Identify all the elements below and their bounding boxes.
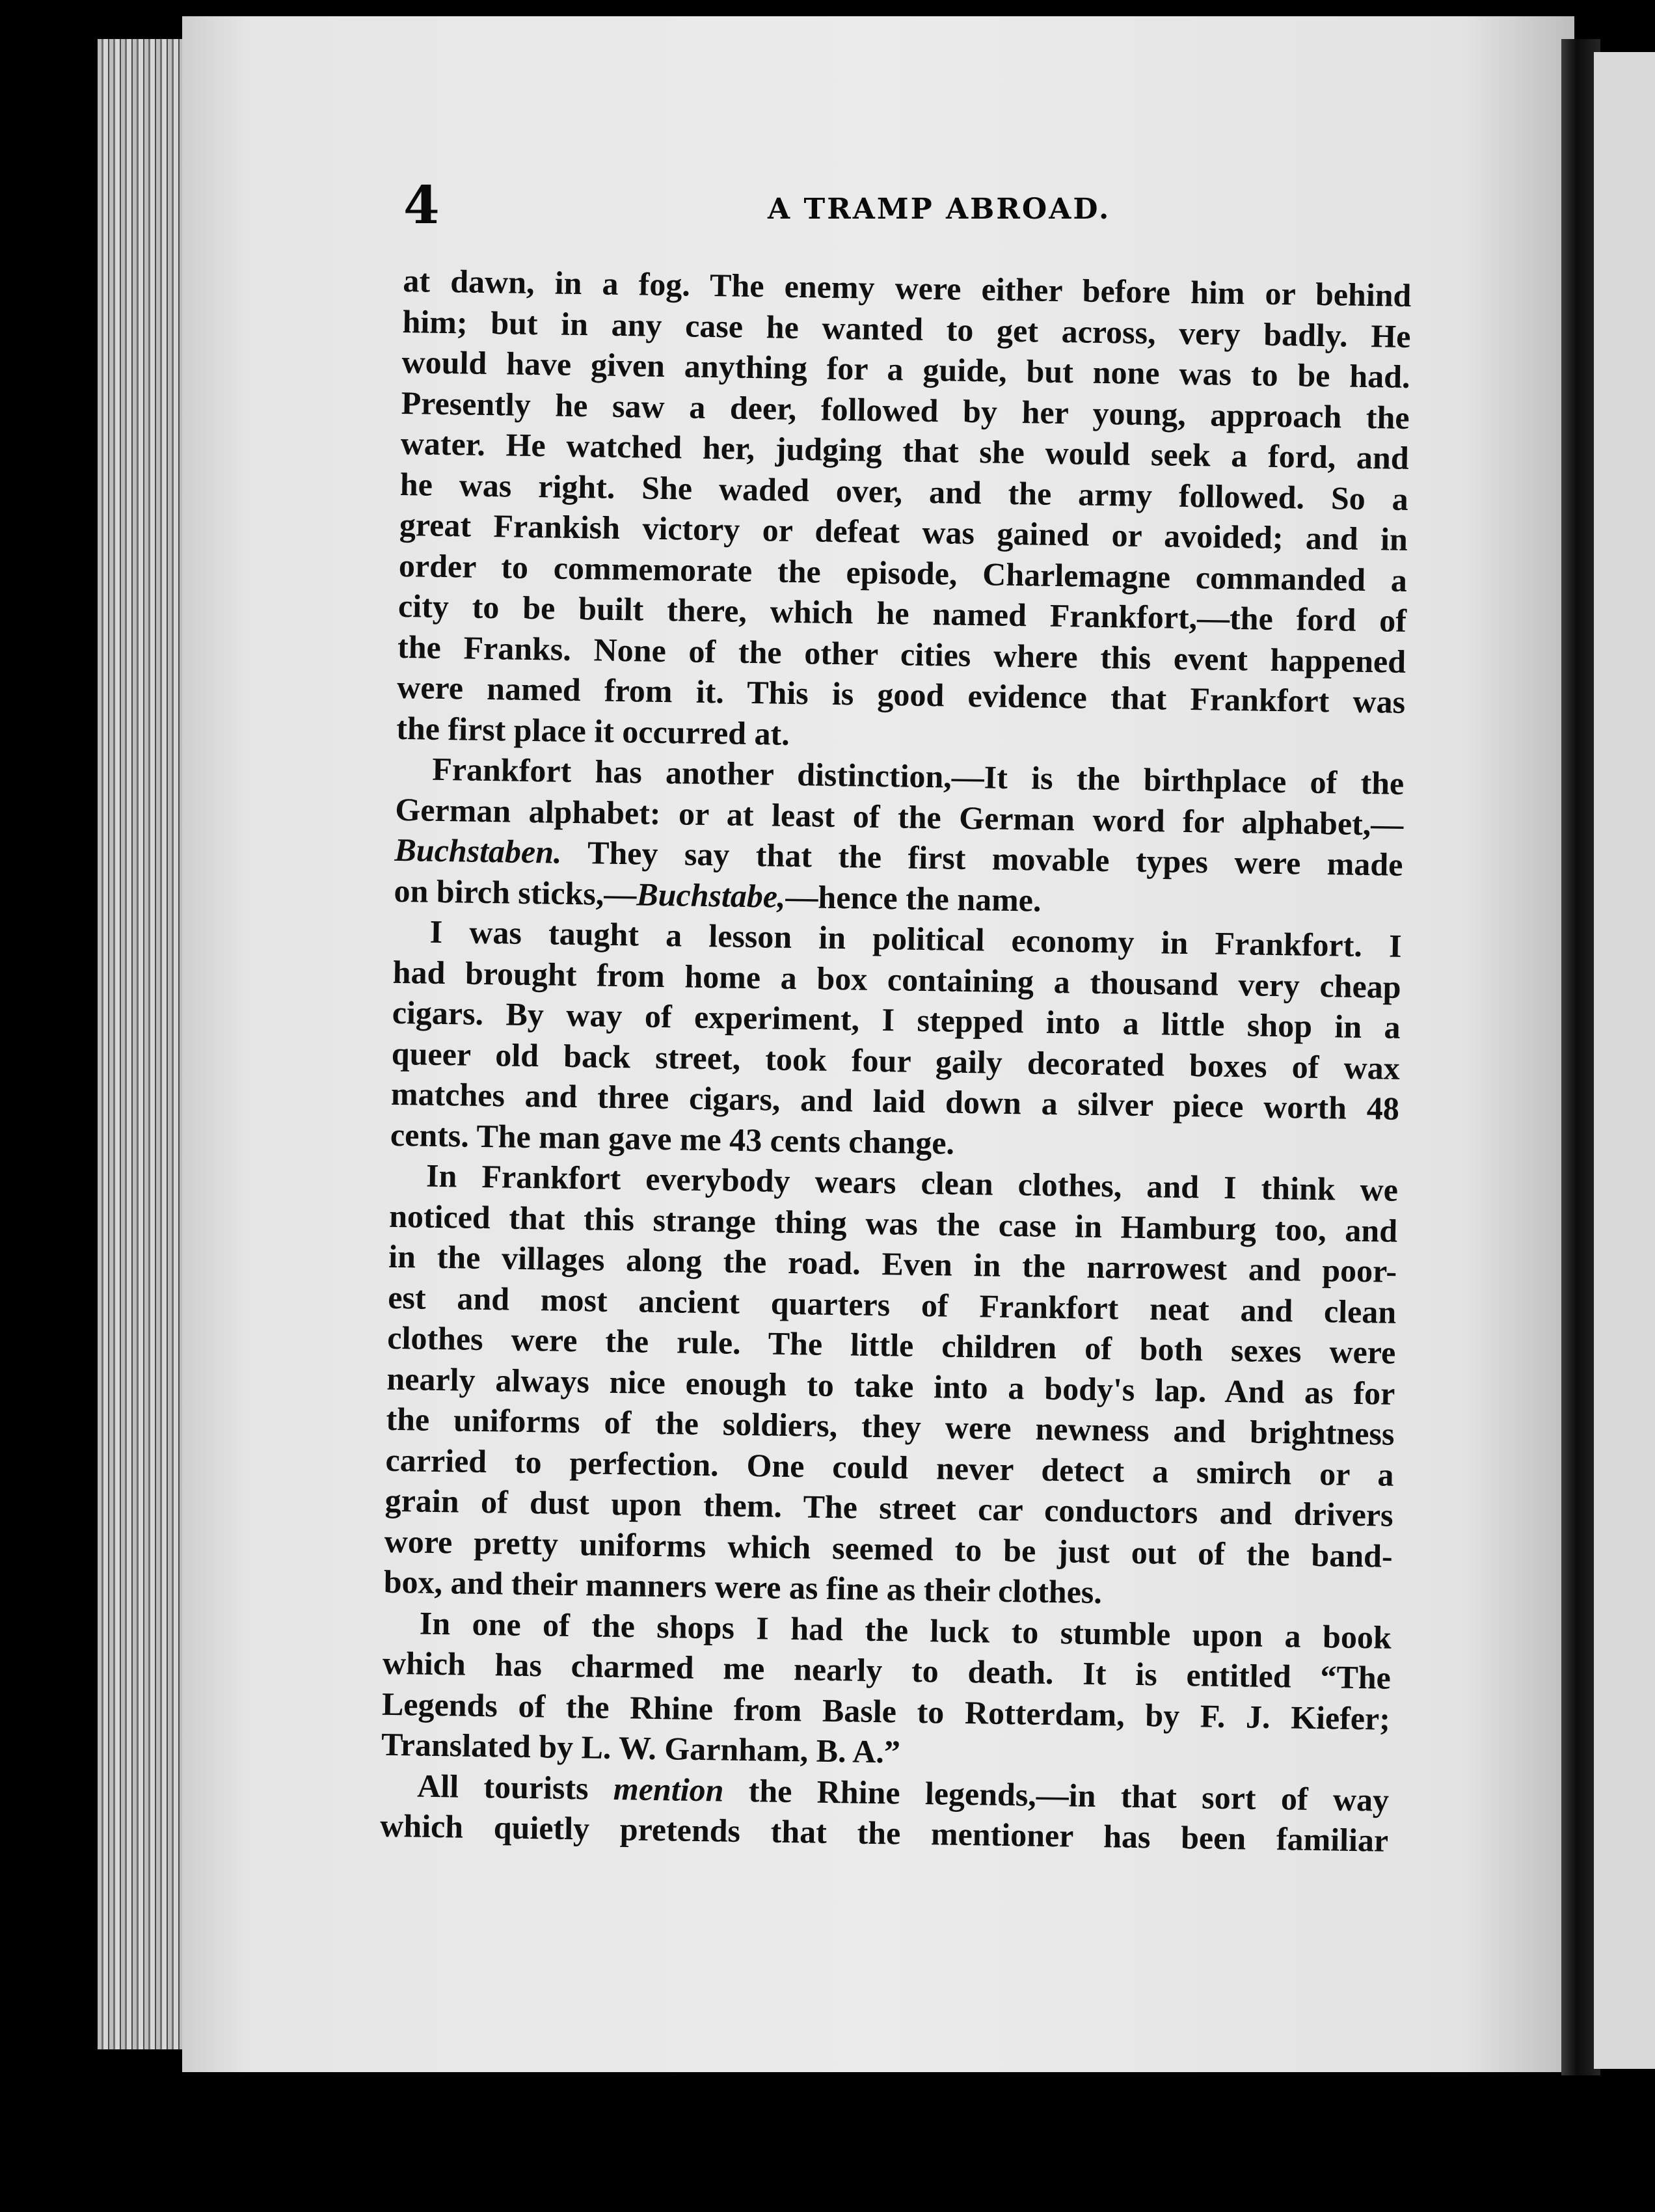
text-line: the uniforms of the soldiers, they were newness and brightness	[386, 1400, 1395, 1452]
facing-page	[1594, 52, 1655, 2069]
text-line: cents. The man gave me 43 cents change.	[390, 1116, 955, 1161]
text-line: order to commemorate the episode, Charlemagne commanded a	[398, 546, 1408, 599]
text-line: noticed that this strange thing was the case in Hamburg too, and	[388, 1197, 1398, 1249]
text-line: cigars. By way of experiment, I stepped into a little shop in a	[392, 993, 1401, 1045]
italic-word: Buchstaben.	[394, 831, 562, 870]
text-line: est and most ancient quarters of Frankfort neat and clean	[387, 1278, 1397, 1330]
running-head	[403, 174, 1412, 259]
text-segment: —hence the name.	[785, 878, 1042, 919]
paragraph-start-line: Frankfort has another distinction,—It is the birthplace of the	[431, 750, 1405, 802]
text-line: him; but in any case he wanted to get across, very badly. He	[402, 303, 1411, 355]
text-line: German alphabet: or at least of the German word for alphabet,—	[395, 790, 1404, 843]
text-segment: on birch sticks,—	[394, 872, 637, 912]
text-line: water. He watched her, judging that she would seek a ford, and	[400, 424, 1410, 476]
text-line: great Frankish victory or defeat was gained or avoided; and in	[399, 506, 1408, 558]
text-line: which has charmed me nearly to death. It is entitled “The	[382, 1644, 1392, 1696]
text-line: would have given anything for a guide, but none was to be had.	[401, 343, 1410, 395]
text-line: city to be built there, which he named Frankfort,—the ford of	[397, 587, 1407, 639]
text-segment: They say that the first movable types were made	[587, 834, 1403, 883]
text-line: matches and three cigars, and laid down a silver piece worth 48	[390, 1075, 1400, 1127]
text-line: wore pretty uniforms which seemed to be just out of the band-	[384, 1522, 1393, 1574]
text-line: queer old back street, took four gaily decorated boxes of wax	[391, 1034, 1401, 1086]
paragraph-start-line: In one of the shops I had the luck to stumble upon a book	[419, 1604, 1392, 1656]
text-line: carried to perfection. One could never detect a smirch or a	[385, 1441, 1394, 1493]
text-line: he was right. She waded over, and the army followed. So a	[399, 465, 1409, 517]
body-text	[380, 260, 1412, 1861]
text-line: Translated by L. W. Garnham, B. A.”	[381, 1725, 901, 1770]
text-line: in the villages along the road. Even in the narrowest and poor-	[388, 1237, 1397, 1289]
text-line: Presently he saw a deer, followed by her young, approach the	[401, 384, 1410, 436]
italic-word: mention	[613, 1770, 724, 1809]
text-line: at dawn, in a fog. The enemy were either before him or behind	[403, 262, 1412, 314]
text-segment: All tourists	[416, 1767, 589, 1806]
text-line: Legends of the Rhine from Basle to Rotterdam, by F. J. Kiefer;	[381, 1685, 1391, 1737]
text-line: nearly always nice enough to take into a body's lap. And as for	[386, 1360, 1395, 1412]
italic-word: Buchstabe,	[636, 875, 786, 915]
page-number: 4	[403, 174, 440, 236]
text-line: which quietly pretends that the mentioner has been familiar	[379, 1807, 1389, 1859]
text-segment: the Rhine legends,—in that sort of way	[748, 1772, 1390, 1818]
text-line: were named from it. This is good evidence that Frankfort was	[396, 668, 1406, 720]
text-line: the Franks. None of the other cities where this event happened	[397, 628, 1406, 680]
paragraph-start-line: In Frankfort everybody wears clean clothes, and I think we	[425, 1157, 1399, 1208]
text-line: had brought from home a box containing a thousand very cheap	[392, 953, 1402, 1005]
text-line: box, and their manners were as fine as their clothes.	[383, 1563, 1103, 1611]
text-line: grain of dust upon them. The street car conductors and drivers	[384, 1481, 1393, 1533]
paragraph-start-line: I was taught a lesson in political economy in Frankfort. I	[429, 913, 1402, 964]
running-title: A TRAMP ABROAD.	[768, 193, 1111, 226]
text-line: clothes were the rule. The little children of both sexes were	[387, 1319, 1396, 1371]
text-line: the first place it occurred at.	[396, 709, 790, 752]
